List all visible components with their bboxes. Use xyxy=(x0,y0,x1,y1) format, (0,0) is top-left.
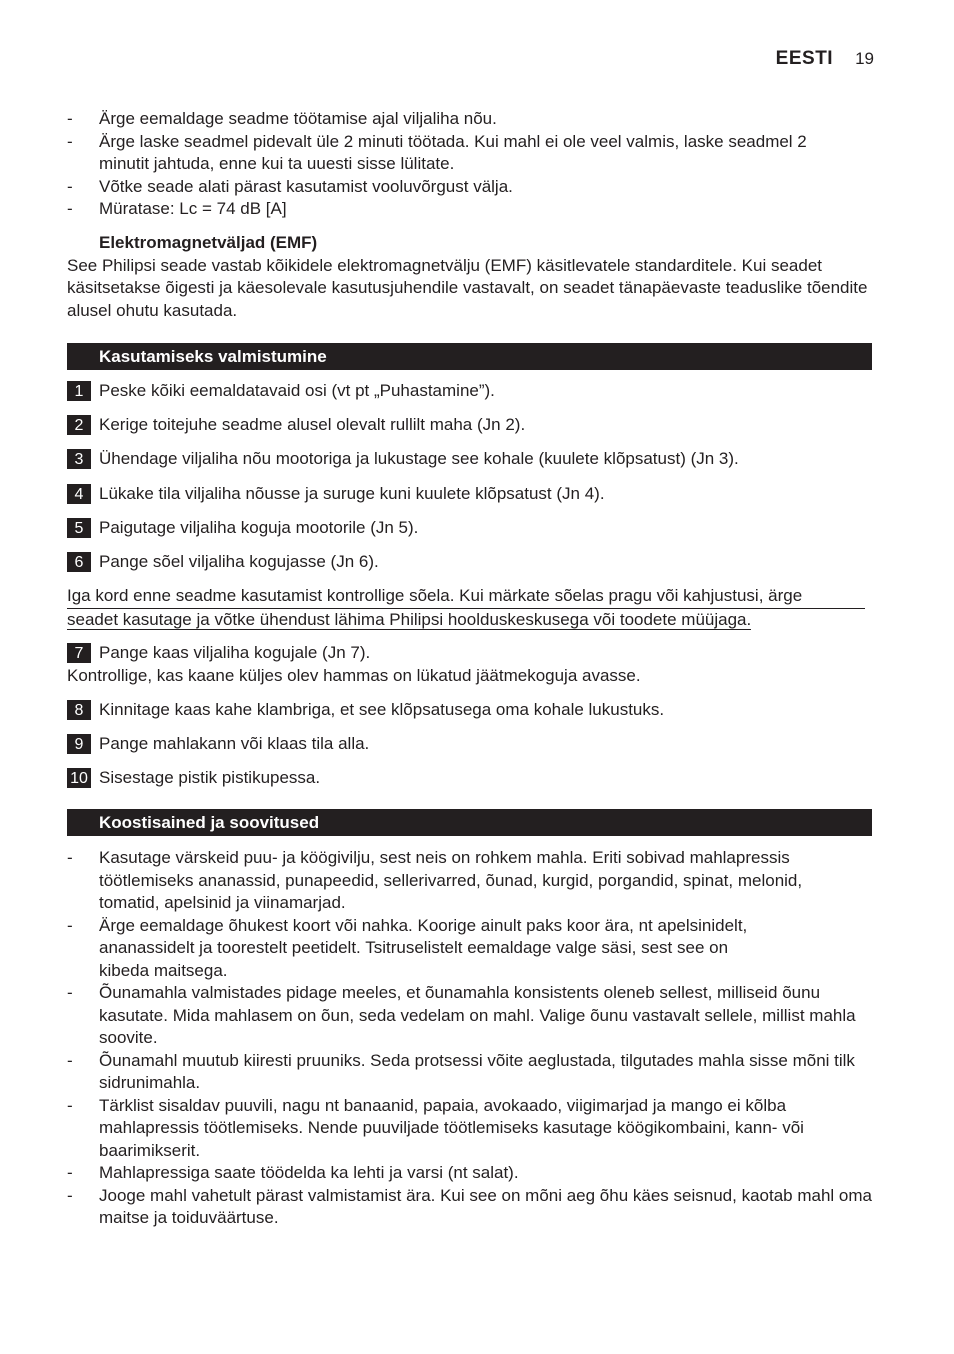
final-steps xyxy=(67,699,872,790)
warning-line: Iga kord enne seadme kasutamist kontrollige sõela. Kui märkate sõelas pragu või kahjustusi, ärge xyxy=(67,585,865,609)
step-item xyxy=(67,414,872,437)
list-item: - Jooge mahl vahetult pärast valmistamist ära. Kui see on mõni aeg õhu käes seisnud, kaotab mahl oma maitse ja toiduväärtuse. xyxy=(67,1185,872,1230)
emf-section xyxy=(67,232,872,322)
step-number: 4 xyxy=(67,484,91,504)
step-text: Kinnitage kaas kahe klambriga, et see klõpsatusega oma kohale lukustuks. xyxy=(99,700,665,719)
step-number: 8 xyxy=(67,700,91,720)
step-item xyxy=(67,380,872,403)
safety-bullet-list xyxy=(67,108,872,221)
step-item xyxy=(67,483,872,506)
step-number: 10 xyxy=(67,768,91,788)
step-text: Pange mahlakann või klaas tila alla. xyxy=(99,734,370,753)
section-heading: Koostisained ja soovitused xyxy=(67,809,872,836)
step-number: 1 xyxy=(67,381,91,401)
step-text: Ühendage viljaliha nõu mootoriga ja lukustage see kohale (kuulete klõpsatust) (Jn 3). xyxy=(99,449,739,469)
list-item: - Õunamahl muutub kiiresti pruuniks. Seda protsessi võite aeglustada, tilgutades mahla sisse mõni tilk sidrunimahla. xyxy=(67,1050,872,1095)
step-text: Kerige toitejuhe seadme alusel olevalt rullilt maha (Jn 2). xyxy=(99,415,526,435)
list-item: - Tärklist sisaldav puuvili, nagu nt banaanid, papaia, avokaado, viigimarjad ja mango ei kõlba mahlapressis töötlemiseks. Nende puuviljade töötlemiseks kasutage köögikombaini, kann- või baarimikserit. xyxy=(67,1095,872,1163)
list-item: - Õunamahla valmistades pidage meeles, et õunamahla konsistents oleneb sellest, milliseid õunu kasutate. Mida mahlasem on õun, seda vedelam on mahl. Valige õunu vastavalt sellele, millist mahla soovite. xyxy=(67,982,872,1050)
step-text: Lükake tila viljaliha nõusse ja suruge kuni kuulete klõpsatust (Jn 4). xyxy=(99,483,605,503)
sieve-warning xyxy=(67,585,872,631)
step-number: 6 xyxy=(67,552,91,572)
warning-line: seadet kasutage ja võtke ühendust lähima Philipsi hoolduskeskusega või toodete müüjaga. xyxy=(67,609,752,629)
step-item xyxy=(67,551,872,574)
step-text: Pange sõel viljaliha kogujasse (Jn 6). xyxy=(99,551,379,571)
list-item: - Mahlapressiga saate töödelda ka lehti ja varsi (nt salat). xyxy=(67,1162,872,1185)
step-text: Peske kõiki eemaldatavaid osi (vt pt „Puhastamine”). xyxy=(99,381,495,400)
section-heading: Kasutamiseks valmistumine xyxy=(67,343,872,370)
step-note: Kontrollige, kas kaane küljes olev hammas on lükatud jäätmekoguja avasse. xyxy=(67,665,641,685)
list-item: - Võtke seade alati pärast kasutamist vooluvõrgust välja. xyxy=(67,176,872,199)
page-number: 19 xyxy=(855,49,874,68)
page-header xyxy=(776,48,874,71)
step-text: Sisestage pistik pistikupessa. xyxy=(99,768,321,787)
tips-bullet-list xyxy=(67,847,872,1230)
step-number: 5 xyxy=(67,518,91,538)
list-item: - Ärge eemaldage seadme töötamise ajal viljaliha nõu. xyxy=(67,108,872,131)
preparation-steps xyxy=(67,380,872,573)
step-item xyxy=(67,517,872,540)
step-number: 7 xyxy=(67,643,91,663)
step-number: 2 xyxy=(67,415,91,435)
step-item xyxy=(67,699,872,722)
step-item xyxy=(67,733,872,756)
language-label: EESTI xyxy=(775,48,834,69)
list-item: - Ärge laske seadmel pidevalt üle 2 minuti töötada. Kui mahl ei ole veel valmis, laske seadmel 2 minutit jahtuda, enne kui ta uuesti sisse lülitate. xyxy=(67,131,872,176)
step-item xyxy=(67,642,872,665)
list-item: - Müratase: Lc = 74 dB [A] xyxy=(67,198,872,221)
lid-step xyxy=(67,642,872,687)
list-item: - Ärge eemaldage õhukest koort või nahka. Koorige ainult paks koor ära, nt apelsinidelt, ananassidelt ja toorestelt peetidelt. Tsitruselistelt eemaldage valge säsi, sest see on kibeda maitsega. xyxy=(67,915,872,983)
step-text: Paigutage viljaliha koguja mootorile (Jn 5). xyxy=(99,517,419,537)
step-item xyxy=(67,448,872,471)
emf-text: See Philipsi seade vastab kõikidele elektromagnetvälju (EMF) käsitlevatele standarditele. Kui seadet käsitsetakse õigesti ja käesolevale kasutusjuhendile vastavalt, on seadet tänapäevaste teaduslike tõendite alusel ohutu kasutada. xyxy=(67,255,868,320)
list-item: - Kasutage värskeid puu- ja köögivilju, sest neis on rohkem mahla. Eriti sobivad mahlapressis töötlemiseks ananassid, punapeedid, sellerivarred, õunad, kurgid, porgandid, spinat, melonid, tomatid, apelsinid ja viinamarjad. xyxy=(67,847,872,915)
step-number: 9 xyxy=(67,734,91,754)
step-number: 3 xyxy=(67,449,91,469)
step-text: Pange kaas viljaliha kogujale (Jn 7). xyxy=(99,643,371,662)
emf-title: Elektromagnetväljad (EMF) xyxy=(99,233,318,252)
step-item xyxy=(67,767,872,790)
